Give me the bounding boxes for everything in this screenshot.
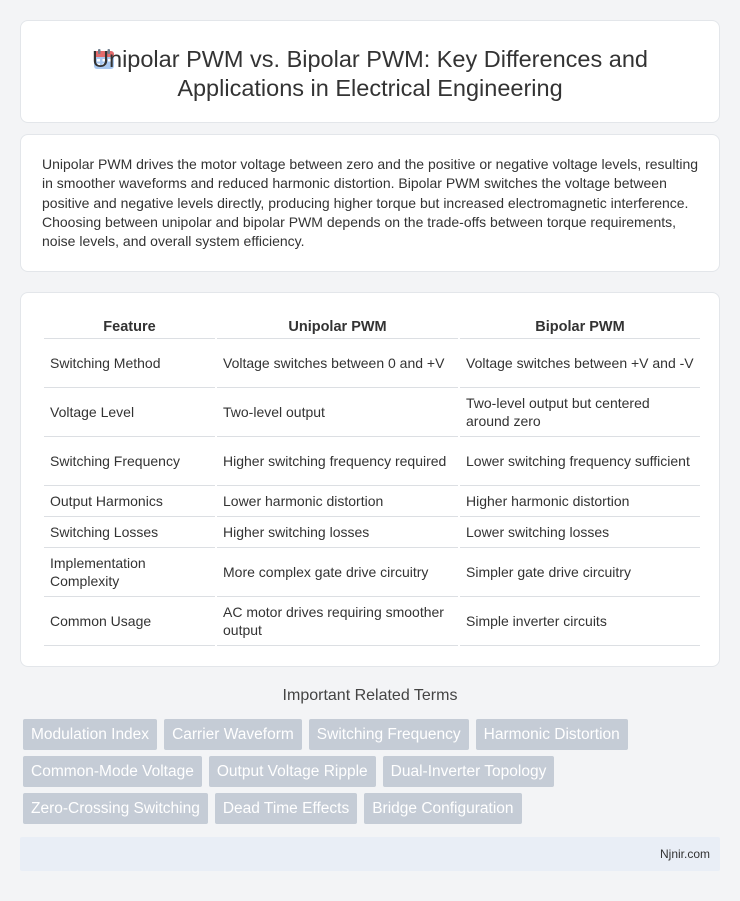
table-row — [44, 597, 700, 646]
intro-paragraph: Unipolar PWM drives the motor voltage between zero and the positive or negative voltage levels, resulting in smoother waveforms and reduced harmonic distortion. Bipolar PWM switches the voltage between positive and negative levels directly, producing higher torque but increased electromagnetic interference. Choosing between unipolar and bipolar PWM depends on the trade-offs between torque requirements, noise levels, and overall system efficiency. — [42, 156, 699, 250]
table-header-row — [44, 313, 700, 339]
table-cell: Two-level output — [217, 388, 458, 437]
table-cell: AC motor drives requiring smoother output — [217, 597, 458, 646]
table-cell: Simpler gate drive circuitry — [460, 548, 700, 597]
table-cell: Higher switching frequency required — [217, 437, 458, 486]
footer — [20, 837, 720, 871]
tag-zero-crossing-switching[interactable]: Zero-Crossing Switching — [23, 793, 208, 824]
table-row — [44, 486, 700, 517]
table-cell: Switching Method — [44, 339, 215, 388]
page-title — [21, 45, 719, 103]
table-cell: More complex gate drive circuitry — [217, 548, 458, 597]
table-cell: Two-level output but centered around zero — [460, 388, 700, 437]
header-bipolar: Bipolar PWM — [460, 313, 700, 339]
table-cell: Common Usage — [44, 597, 215, 646]
tag-row — [23, 756, 723, 787]
intro-card — [20, 134, 720, 272]
table-cell: Voltage Level — [44, 388, 215, 437]
related-terms — [23, 719, 723, 830]
table-cell: Lower harmonic distortion — [217, 486, 458, 517]
table-row — [44, 548, 700, 597]
tag-modulation-index[interactable]: Modulation Index — [23, 719, 157, 750]
header-unipolar: Unipolar PWM — [217, 313, 458, 339]
table-cell: Switching Losses — [44, 517, 215, 548]
header-feature: Feature — [44, 313, 215, 339]
table-cell: Higher switching losses — [217, 517, 458, 548]
table-cell: Voltage switches between 0 and +V — [217, 339, 458, 388]
table-cell: Voltage switches between +V and -V — [460, 339, 700, 388]
table-cell: Higher harmonic distortion — [460, 486, 700, 517]
comparison-table — [42, 313, 702, 646]
related-terms-title: Important Related Terms — [282, 687, 458, 704]
page-title-line1: Unipolar PWM vs. Bipolar PWM: Key Differences and — [92, 46, 648, 72]
tag-carrier-waveform[interactable]: Carrier Waveform — [164, 719, 302, 750]
table-row — [44, 517, 700, 548]
table-row — [44, 437, 700, 486]
tag-switching-frequency[interactable]: Switching Frequency — [309, 719, 469, 750]
tag-harmonic-distortion[interactable]: Harmonic Distortion — [476, 719, 628, 750]
tag-dual-inverter-topology[interactable]: Dual-Inverter Topology — [383, 756, 555, 787]
footer-site-link[interactable]: Njnir.com — [659, 847, 710, 861]
tag-dead-time-effects[interactable]: Dead Time Effects — [215, 793, 357, 824]
table-cell: Lower switching losses — [460, 517, 700, 548]
table-row — [44, 339, 700, 388]
table-cell: Simple inverter circuits — [460, 597, 700, 646]
title-card — [20, 20, 720, 123]
tag-output-voltage-ripple[interactable]: Output Voltage Ripple — [209, 756, 376, 787]
tag-common-mode-voltage[interactable]: Common-Mode Voltage — [23, 756, 202, 787]
table-cell: Lower switching frequency sufficient — [460, 437, 700, 486]
comparison-card — [20, 292, 720, 667]
tag-row — [23, 719, 723, 750]
table-cell: Output Harmonics — [44, 486, 215, 517]
tag-bridge-configuration[interactable]: Bridge Configuration — [364, 793, 521, 824]
table-cell: Switching Frequency — [44, 437, 215, 486]
table-row — [44, 388, 700, 437]
tag-row — [23, 793, 723, 824]
page-title-line2: Applications in Electrical Engineering — [177, 75, 563, 101]
table-cell: Implementation Complexity — [44, 548, 215, 597]
